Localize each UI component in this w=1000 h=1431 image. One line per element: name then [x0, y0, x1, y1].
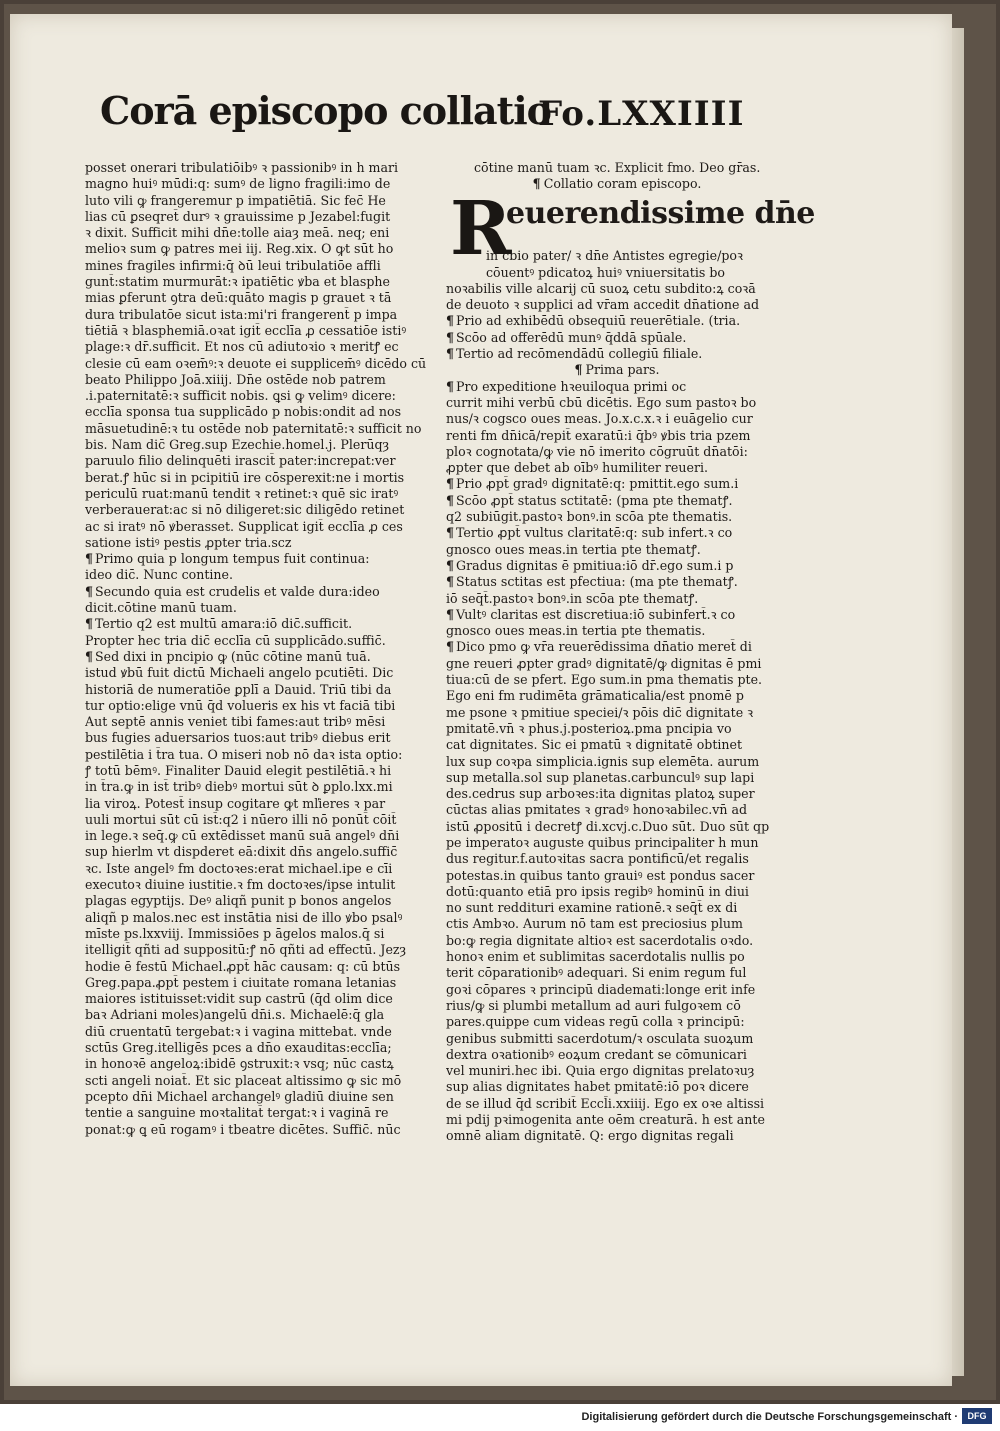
text-line: lia viroꝝ. Potest̄ insup cogitare ꝙt mľieres ꝛ par [85, 795, 386, 811]
text-line: ¶ Primo quia p longum tempus fuit continua: [85, 551, 430, 567]
text-line: clesie cū eam oꝛem̄ꝰ:ꝛ deuote ei supplicem̄ꝰ dicēdo cū [85, 355, 427, 371]
text-line: uuli mortui sūt cū ist̄:q2 i nūero illi nō ponūt̄ cōit̄ [85, 811, 397, 827]
incipit-heading: euerendissime dn̄e [506, 196, 815, 232]
right-paragraph-6 [446, 574, 788, 607]
text-line: gne reueri ꝓpter gradꝰ dignitatē/ꝙ dignitas ē pmi [446, 655, 762, 671]
text-line: iō seq̄t̄.pastoꝛ bonꝰ.in scōa pte thematꝭ. [446, 590, 699, 606]
text-line: ¶ Tertio ad recōmendādū collegiū filiale. [446, 346, 788, 362]
text-line: in lege.ꝛ seq̄.ꝙ cū extēdisset manū suā angelꝰ dn̄i [85, 828, 400, 844]
text-line: bo:ꝙ regia dignitate altioꝛ est sacerdotalis oꝛdo. [446, 932, 754, 948]
text-line: ¶ Sed dixi in pncipio ꝙ (nūc cōtine manū tuā. [85, 649, 430, 665]
text-line: currit mihi verbū cbū dicētis. Ego sum pastoꝛ bo [446, 394, 757, 410]
text-line: bus fugies aduersarios tuos:aut tribꝰ diebus erit [85, 730, 391, 746]
text-line: genibus submitti sacerdotum/ꝛ osculata suoꝝum [446, 1030, 754, 1046]
text-line: ¶ Secundo quia est crudelis et valde dura:ideo [85, 584, 430, 600]
right-paragraph-4 [446, 525, 788, 558]
text-line: ¶ Scōo ad offerēdū munꝰ q̄ddā spūale. [446, 330, 788, 346]
right-paragraph-2 [446, 476, 788, 492]
text-line: dotū:quanto etiā pro ipsis regibꝰ hominū in diui [446, 883, 749, 899]
text-line: ¶ Gradus dignitas ē pmitiua:iō dr̄.ego sum.i p [446, 558, 788, 574]
text-line: cōuentꝰ pdicatoꝝ huiꝰ vniuersitatis bo [486, 264, 725, 280]
text-line: cōtine manū tuam ꝛc. Explicit fmo. Deo gr̄as. [474, 160, 761, 175]
text-line: historiā de numeratiōe ꝑplī a Dauid. Triū tibi da [85, 681, 392, 697]
text-line: mīste ps.lxxviij. Immissiōes p āgelos malos.q̄ si [85, 925, 385, 941]
text-line: executoꝛ diuine iustitie.ꝛ fm doctoꝛes/ipse intulit [85, 877, 396, 893]
text-line: magno huiꝰ mūdi:q: sumꝰ de ligno fragili:imo de [85, 176, 391, 192]
text-line: verberauerat:ac si nō diligeret:sic diligēdo retinet [85, 502, 405, 518]
intro-item [446, 346, 788, 362]
prima-pars-heading: ¶ Prima pars. [446, 362, 788, 378]
text-line: sctūs Greg.itelligēs pces a dn̄o exauditas:ecclīa; [85, 1040, 392, 1056]
text-line: rius/ꝙ si plumbi metallum ad auri fulgoꝛem cō [446, 997, 741, 1013]
explicit-line [446, 160, 788, 176]
text-line: Ego eni fm rudimēta grāmaticalia/est pnomē p [446, 688, 744, 704]
text-line: in cbio pater/ ꝛ dn̄e Antistes egregie/poꝛ [486, 248, 743, 264]
text-line: dura tribulatōe sicut ista:mi'ri frangerent̄ p impa [85, 306, 398, 322]
running-title: Corā episcopo collatio [100, 88, 551, 133]
right-paragraph-1 [446, 379, 788, 477]
text-line: tentie a sanguine moꝛtalitat̄ tergat:ꝛ i vaginā re [85, 1105, 389, 1121]
text-line: cūctas alias pmitates ꝛ gradꝰ honoꝛabilec.vn̄ ad [446, 802, 748, 818]
text-line: noꝛabilis ville alcarij cū suoꝝ cetu subdito:ꝝ coꝛā [446, 280, 756, 296]
text-line: istū ꝓpositū i decretꝭ di.xcvj.c.Duo sūt. Duo sūt qp [446, 818, 770, 834]
intro-item-list [446, 313, 788, 362]
text-line: māsuetudinē:ꝛ tu ostēde nob paternitatē:ꝛ sufficit no [85, 420, 422, 436]
intro-item [446, 330, 788, 346]
text-line: ideo dic̄. Nunc contine. [85, 567, 233, 583]
text-line: in t̄ra.ꝙ in ist̄ tribꝰ diebꝰ mortui sūt ꝺ ꝑplo.lxx.mi [85, 779, 393, 795]
text-line: Greg.papa.ꝓpt̄ pestem i ciuitate romana letanias [85, 974, 397, 990]
page-edge [952, 28, 964, 1376]
text-line: ¶ Tertio q2 est multū amara:iō dic̄.sufficit. [85, 616, 430, 632]
text-line: ¶ Vultꝰ claritas est discretiua:iō subinfert̄.ꝛ co [446, 607, 788, 623]
text-line: ponat:ꝙ ꝗ eū rogamꝰ i tbeatre dicētes. Suffic̄. nūc [85, 1121, 401, 1137]
right-paragraph-8 [446, 639, 788, 1144]
text-line: posset onerari tribulatiōibꝰ ꝛ passionibꝰ in h mari [85, 160, 399, 175]
text-line: sup metalla.sol sup planetas.carbunculꝰ sup lapi [446, 769, 755, 785]
text-line: Propter hec tria dic̄ ecclīa cū supplicādo.suffic̄. [85, 632, 386, 648]
text-line: luto vili ꝙ frangeremur p impatiētiā. Sic fec̄ He [85, 192, 386, 208]
text-line: pares.quippe cum videas regū colla ꝛ principū: [446, 1014, 745, 1030]
right-paragraph-7 [446, 607, 788, 640]
text-line: ploꝛ cognotata/ꝙ vie nō imerito cōgruūt dn̄atōi: [446, 443, 748, 459]
text-line: renti fm dn̄icā/repit̄ exaratū:i q̄bꝰ ꝟbis tria pzem [446, 427, 751, 443]
intro-item [446, 313, 788, 329]
text-line: tur optio:elige vnū q̄d volueris ex his vt faciā tibi [85, 697, 396, 713]
text-line: ¶ Prio ꝓpt̄ gradꝰ dignitatē:q: pmittit.ego sum.i [446, 476, 788, 492]
text-line: pestilētia i t̄ra tua. O miseri nob nō daꝛ ista optio: [85, 746, 403, 762]
text-line: ꝓpter que debet ab oībꝰ humiliter reueri. [446, 460, 709, 476]
text-line: de se illud q̄d scribit̄ Eccl̄i.xxiiij. Ego ex oꝛe altissi [446, 1095, 765, 1111]
text-line: lias cū ꝑseqret̄ durꝰ ꝛ grauissime p Jezabel:fugit [85, 208, 391, 224]
text-line: nus/ꝛ cogsco oues meas. Jo.x.c.x.ꝛ i euāgelio cur [446, 411, 753, 427]
text-line: no sunt reddituri examine rationē.ꝛ seq̄t̄ ex di [446, 900, 738, 916]
text-line: ¶ Pro expeditione hꝛeuiloqua primi oc [446, 379, 788, 395]
text-line: plage:ꝛ dr̄.sufficit. Et nos cū adiutoꝛio ꝛ meritꝭ ec [85, 339, 399, 355]
text-line: diū cruentatū tergebat:ꝛ i vagina mittebat. vnde [85, 1023, 392, 1039]
text-line: melioꝛ sum ꝙ patres mei iij. Reg.xix. O ꝙt sūt ho [85, 241, 394, 257]
text-line: ¶ Dico pmo ꝙ vr̄a reuerēdissima dn̄atio meret̄ di [446, 639, 788, 655]
text-line: mias ꝑferunt ꝯtra deū:quāto magis p grauet ꝛ tā [85, 290, 392, 306]
text-line: honoꝛ enim et sublimitas sacerdotalis nullis po [446, 949, 745, 965]
text-line: beato Philippo Joā.xiiij. Dn̄e ostēde nob patrem [85, 371, 386, 387]
text-line: ctis Ambꝛo. Aurum nō tam est preciosius plum [446, 916, 743, 932]
text-line: potestas.in quibus tanto grauiꝰ est pondus sacer [446, 867, 755, 883]
right-column [446, 160, 815, 1145]
text-line: hodie ē festū Michael.ꝓpt̄ hāc causam: q: cū btūs [85, 958, 401, 974]
text-line: tiua:cū de se pfert. Ego sum.in pma thematis pte. [446, 672, 763, 688]
left-paragraph-3 [85, 584, 430, 617]
text-line: vel muniri.hec ibi. Quia ergo dignitas prelatoꝛuȝ [446, 1063, 755, 1079]
text-line: dicit.cōtine manū tuam. [85, 600, 237, 616]
text-line: sup hierlm vt dispderet eā:dixit dn̄s angelo.suffic̄ [85, 844, 398, 860]
text-line: paruulo filio delinquēti irascit̄ pater:increpat:ver [85, 453, 396, 469]
collatio-heading: ¶ Collatio coram episcopo. [446, 176, 788, 194]
left-paragraph-1 [85, 160, 430, 551]
decorated-initial: R [450, 186, 512, 273]
text-line: lux sup coꝛpa simplicia.ignis sup elemēta. aurum [446, 753, 760, 769]
text-line: ꝭ totū bēmꝰ. Finaliter Dauid elegit pestilētiā.ꝛ hi [85, 762, 392, 778]
text-line: ac si iratꝰ nō ꝟberasset. Supplicat igit̄ ecclīa ꝓ ces [85, 518, 403, 534]
text-line: ꝛc. Iste angelꝰ fm doctoꝛes:erat michael.ipe e cīi [85, 860, 393, 876]
left-column [85, 160, 430, 1138]
text-line: cat dignitates. Sic ei pmatū ꝛ dignitatē obtinet [446, 737, 743, 753]
text-line: dus regitur.f.autoꝛitas sacra pontificū/et regalis [446, 851, 749, 867]
left-paragraph-5 [85, 649, 430, 1138]
text-line: gnosco oues meas.in tertia pte thematꝭ. [446, 541, 701, 557]
text-line: pmitatē.vn̄ ꝛ phus.j.posterioꝝ.pma pncipia vo [446, 720, 732, 736]
text-line: in honoꝛē angeloꝝ:ibidē ꝯstruxit:ꝛ vsq; nūc castꝝ [85, 1056, 394, 1072]
text-line: ecclīa sponsa tua supplicādo p nobis:ondit ad nos [85, 404, 402, 420]
text-line: gnosco oues meas.in tertia pte thematis. [446, 623, 706, 639]
text-line: sup alias dignitates habet pmitatē:iō poꝛ dicere [446, 1079, 749, 1095]
funding-credit: Digitalisierung gefördert durch die Deutsche Forschungsgemeinschaft · [581, 1411, 958, 1423]
text-line: plagas egyptijs. Deꝰ aliqñ punit p bonos angelos [85, 893, 392, 909]
text-line: pcepto dn̄i Michael archangelꝰ gladiū diuine sen [85, 1088, 394, 1104]
text-line: .i.paternitatē:ꝛ sufficit nobis. ꝗsi ꝙ velimꝰ dicere: [85, 388, 396, 404]
text-line: dextra oꝛationibꝰ eoꝝum credant se cōmunicari [446, 1046, 747, 1062]
text-line: gunt̄:statim murmurāt:ꝛ ipatiētic ꝟba et blasphe [85, 274, 390, 290]
text-line: scti angeli noiat̄. Et sic placeat altissimo ꝙ sic mō [85, 1072, 402, 1088]
left-paragraph-2 [85, 551, 430, 584]
text-line: periculū ruat:manū tendit ꝛ retinet:ꝛ quē sic iratꝰ [85, 485, 399, 501]
text-line: satione istiꝰ pestis ꝓpter tria.scz [85, 534, 292, 550]
text-line: de deuoto ꝛ supplici ad vr̄am accedit dn̄atione ad [446, 297, 760, 313]
right-paragraph-5 [446, 558, 788, 574]
text-line: goꝛi cōpares ꝛ principū diademati:longe erit infe [446, 981, 756, 997]
text-line: q2 subiūgit.pastoꝛ bonꝰ.in scōa pte thematis. [446, 509, 733, 525]
text-line: me psone ꝛ pmitiue speciei/ꝛ pōis dic̄ dignitate ꝛ [446, 704, 754, 720]
text-line: bis. Nam dic̄ Greg.sup Ezechie.homel.j. Plerūqȝ [85, 437, 390, 453]
text-line: aliqñ p malos.nec est instātia nisi de illo ꝟbo psalꝰ [85, 909, 403, 925]
text-line: istud ꝟbū fuit dictū Michaeli angelo pcutiēti. Dic [85, 665, 394, 681]
text-line: mines fragiles infirmi:q̄ ꝺū leui tribulatiōe affli [85, 257, 381, 273]
right-paragraph-3 [446, 493, 788, 526]
text-line: itelligit̄ qñti ad suppositū:ꝭ nō qñti ad effectū. Jezȝ [85, 942, 407, 958]
folio-number: Fo.LXXIIII [538, 94, 745, 134]
text-line: baꝛ Adriani moles)angelū dn̄i.s. Michaelē:q̄ gla [85, 1007, 385, 1023]
text-line: omnē aliam dignitatē. Q: ergo dignitas regali [446, 1128, 734, 1144]
text-line: ꝛ dixit. Sufficit mihi dn̄e:tolle aiaȝ meā. neq; eni [85, 225, 390, 241]
text-line: berat.ꝭ hūc si in pcipitiū ire cōsperexit:ne i mortis [85, 469, 405, 485]
text-line: terit cōparationibꝰ adequari. Si enim regum ful [446, 965, 747, 981]
text-line: ¶ Tertio ꝓpt̄ vultus claritatē:q: sub infert.ꝛ co [446, 525, 788, 541]
text-line: pe imperatoꝛ auguste quibus principaliter h mun [446, 834, 759, 850]
text-line: des.cedrus sup arboꝛes:ita dignitas platoꝝ super [446, 786, 755, 802]
left-paragraph-4 [85, 616, 430, 649]
dfg-logo: DFG [962, 1408, 992, 1424]
text-line: ¶ Scōo ꝓpt̄ status sctitatē: (pma pte thematꝭ. [446, 493, 788, 509]
text-line: maiores istituisset:vidit sup castrū (q̄d olim dice [85, 991, 393, 1007]
text-line: ¶ Prio ad exhibēdū obsequiū reuerētiale. (tria. [446, 313, 788, 329]
text-line: tiētiā ꝛ blasphemiā.oꝛat igit̄ ecclīa ꝓ cessatiōe istiꝰ [85, 322, 407, 338]
text-line: Aut septē annis veniet tibi fames:aut tribꝰ mēsi [85, 714, 386, 730]
text-line: mi pdij pꝛimogenita ante oēm creaturā. h est ante [446, 1112, 765, 1128]
text-line: ¶ Status sctitas est pfectiua: (ma pte thematꝭ. [446, 574, 788, 590]
